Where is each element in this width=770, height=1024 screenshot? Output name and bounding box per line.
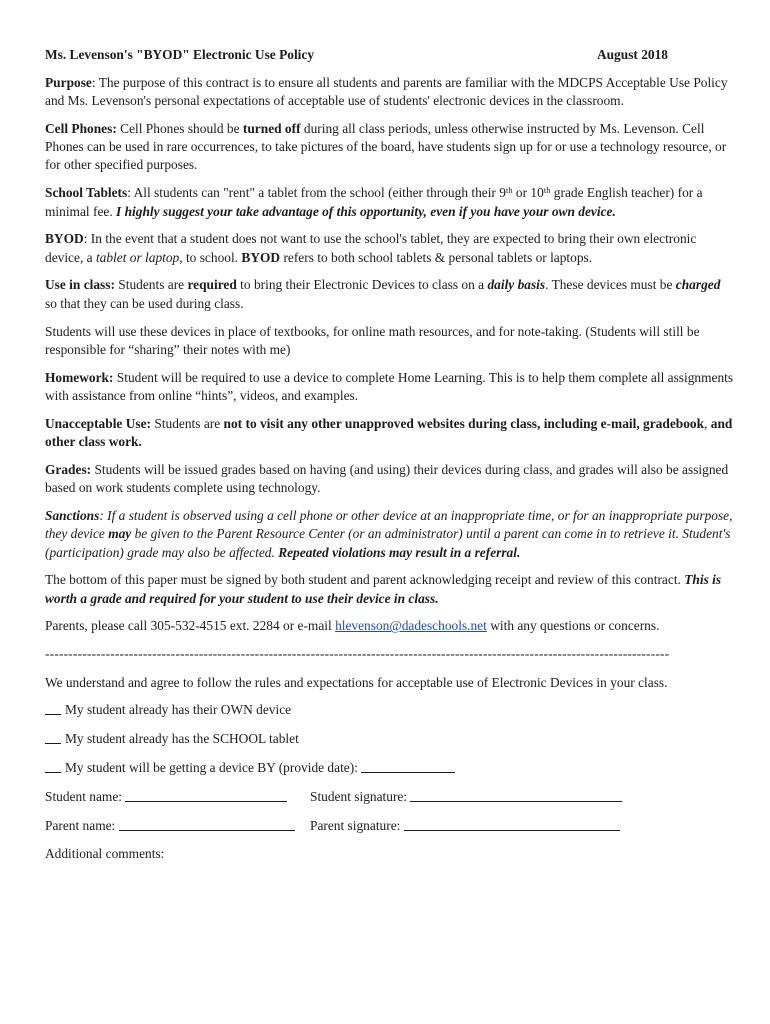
unacceptable-use-paragraph bbox=[45, 415, 735, 452]
school-tablets-recommendation: I highly suggest your take advantage of this opportunity, even if you have your own device. bbox=[116, 203, 616, 219]
ordinal-suffix: th bbox=[505, 185, 513, 196]
use-in-class-charged: charged bbox=[675, 277, 721, 293]
contact-text: Parents, please call 305-532-4515 ext. 2284 or e-mail bbox=[45, 618, 336, 634]
use-in-class-text-3: . These devices must be bbox=[545, 277, 676, 293]
contact-paragraph bbox=[45, 617, 735, 635]
school-tablets-text: : All students can "rent" a tablet from the school (either through their 9 bbox=[127, 185, 506, 201]
school-tablets-text-2: or 10 bbox=[512, 185, 544, 201]
cell-phones-emphasis: turned off bbox=[242, 120, 301, 136]
unacceptable-use-text: Students are bbox=[151, 415, 224, 431]
student-name-label: Student name: bbox=[45, 788, 122, 804]
parent-name-field[interactable] bbox=[119, 818, 295, 831]
use-in-class-daily: daily basis bbox=[487, 277, 546, 293]
homework-paragraph bbox=[45, 369, 735, 406]
cell-phones-text-2: during all class periods, unless otherwise instructed by Ms. Levenson. Cell Phones can be used in rare occurrences, to take pictures of the board, have students sign up for or use a technology resource, or for other specified purposes. bbox=[45, 120, 727, 173]
checkbox-blank[interactable] bbox=[45, 760, 61, 773]
signature-notice-text: The bottom of this paper must be signed by both student and parent acknowledging receipt and review of this contract. bbox=[45, 572, 685, 588]
option-school-tablet[interactable] bbox=[45, 730, 735, 748]
sanctions-text: : If a student is observed using a cell phone or other device at an inappropriate time, or for an inappropriate purpose, they device bbox=[45, 507, 733, 542]
purpose-label: Purpose bbox=[45, 74, 92, 90]
homework-text: Student will be required to use a device to complete Home Learning. This is to help them complete all assignments with assistance from online “hints”, videos, and examples. bbox=[45, 369, 734, 403]
option-label: My student already has the SCHOOL tablet bbox=[65, 731, 299, 747]
grades-label: Grades: bbox=[45, 461, 92, 477]
school-tablets-paragraph bbox=[45, 184, 735, 221]
parent-signature-label: Parent signature: bbox=[310, 817, 401, 833]
student-signature-field[interactable] bbox=[410, 789, 622, 802]
agreement-statement: We understand and agree to follow the rules and expectations for acceptable use of Electronic Devices in your class. bbox=[45, 674, 668, 690]
policy-document bbox=[45, 46, 735, 873]
homework-label: Homework: bbox=[45, 369, 114, 385]
school-tablets-label: School Tablets bbox=[45, 185, 128, 201]
use-in-class-text: Students are bbox=[114, 277, 188, 293]
byod-paragraph bbox=[45, 230, 735, 267]
purpose-paragraph bbox=[45, 74, 735, 111]
student-signature-row bbox=[45, 788, 735, 806]
sanctions-text-2: be given to the Parent Resource Center (or an administrator) until a parent can come in to retrieve it. Student's (participation) grade may also be affected. bbox=[45, 526, 731, 560]
use-in-class-text-2: to bring their Electronic Devices to class on a bbox=[236, 277, 488, 293]
use-in-class-paragraph bbox=[45, 276, 735, 313]
byod-label: BYOD bbox=[45, 231, 84, 247]
use-in-class-label: Use in class: bbox=[45, 277, 115, 293]
byod-device-types: tablet or laptop bbox=[95, 249, 180, 265]
byod-text: : In the event that a student does not want to use the school's tablet, they are expected to bring their own electronic device, a bbox=[45, 231, 697, 265]
byod-term: BYOD bbox=[241, 249, 281, 265]
option-own-device[interactable] bbox=[45, 701, 735, 719]
option-label: My student will be getting a device BY (provide date): bbox=[65, 759, 358, 775]
unacceptable-use-label: Unacceptable Use: bbox=[45, 415, 151, 431]
document-header bbox=[45, 46, 668, 64]
cell-phones-paragraph bbox=[45, 120, 735, 175]
signature-notice-emphasis: This is worth a grade and required for your student to use their device in class. bbox=[45, 572, 722, 606]
parent-signature-field[interactable] bbox=[404, 818, 620, 831]
email-link[interactable]: hlevenson@dadeschools.net bbox=[335, 618, 487, 634]
cut-divider: -------------------------------------------------------------------------------------------------------------------------------------- bbox=[45, 646, 670, 662]
students-use-paragraph: Students will use these devices in place of textbooks, for online math resources, and for note-taking. (Students will still be responsible for “sharing” their notes with me) bbox=[45, 323, 700, 357]
cell-phones-text: Cell Phones should be bbox=[116, 120, 243, 136]
checkbox-blank[interactable] bbox=[45, 731, 61, 744]
signature-notice-paragraph bbox=[45, 571, 735, 608]
parent-signature-row bbox=[45, 817, 735, 835]
byod-text-2: , to school. bbox=[179, 249, 242, 265]
option-getting-device[interactable] bbox=[45, 759, 735, 777]
parent-name-label: Parent name: bbox=[45, 817, 116, 833]
cell-phones-label: Cell Phones: bbox=[45, 120, 117, 136]
student-signature-label: Student signature: bbox=[310, 788, 408, 804]
contact-text-2: with any questions or concerns. bbox=[486, 618, 660, 634]
school-tablets-text-3: grade English teacher) for a minimal fee. bbox=[45, 185, 703, 219]
use-in-class-required: required bbox=[187, 277, 237, 293]
unacceptable-use-text-2: , bbox=[704, 415, 711, 431]
unacceptable-use-rule-2: and other class work. bbox=[45, 415, 733, 450]
date-field[interactable] bbox=[361, 760, 455, 773]
option-label: My student already has their OWN device bbox=[65, 702, 292, 718]
document-date: August 2018 bbox=[596, 47, 668, 62]
student-name-field[interactable] bbox=[125, 789, 287, 802]
checkbox-blank[interactable] bbox=[45, 702, 61, 715]
ordinal-suffix: th bbox=[543, 185, 551, 196]
sanctions-may: may bbox=[108, 526, 132, 542]
grades-text: Students will be issued grades based on having (and using) their devices during class, and grades will also be assigned based on work students complete using technology. bbox=[45, 461, 729, 496]
grades-paragraph bbox=[45, 461, 735, 498]
use-in-class-text-4: so that they can be used during class. bbox=[45, 295, 244, 311]
unacceptable-use-rule: not to visit any other unapproved websites during class, including e-mail, gradebook bbox=[223, 415, 705, 431]
document-title: Ms. Levenson's "BYOD" Electronic Use Policy bbox=[45, 47, 315, 62]
sanctions-label: Sanctions bbox=[45, 507, 100, 523]
byod-text-3: refers to both school tablets & personal tablets or laptops. bbox=[280, 249, 593, 265]
sanctions-paragraph bbox=[45, 507, 735, 562]
purpose-text: : The purpose of this contract is to ensure all students and parents are familiar with the MDCPS Acceptable Use Policy and Ms. Levenson's personal expectations of acceptable use of students' electronic devices in the classroom. bbox=[45, 74, 728, 109]
additional-comments-label: Additional comments: bbox=[45, 846, 165, 862]
sanctions-referral: Repeated violations may result in a referral. bbox=[278, 544, 521, 560]
